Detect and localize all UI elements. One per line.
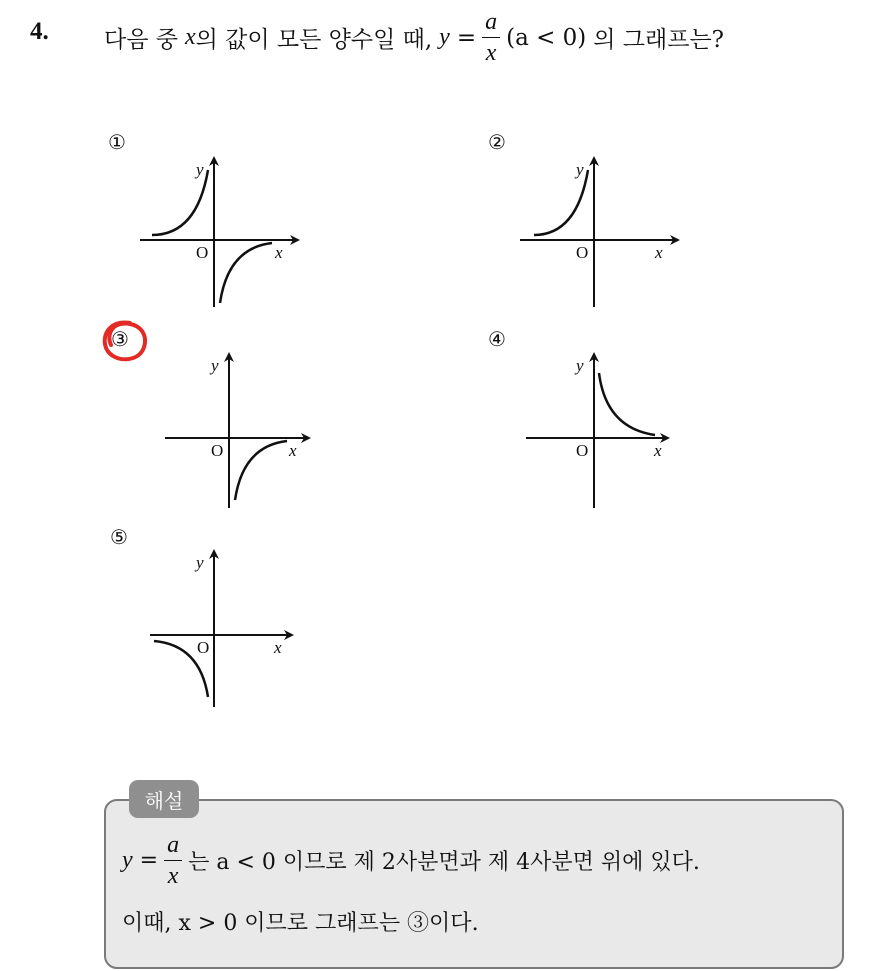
solution-equals: = bbox=[139, 848, 159, 873]
y-axis-label: y bbox=[576, 160, 584, 179]
curve-quadrant-4 bbox=[220, 243, 272, 303]
y-axis-label: y bbox=[211, 356, 219, 375]
equation-fraction bbox=[482, 10, 500, 65]
equation-y: y bbox=[439, 24, 450, 50]
x-axis-label: x bbox=[654, 441, 662, 460]
question-text-before: 다음 중 bbox=[104, 27, 178, 53]
origin-label: O bbox=[196, 243, 209, 262]
origin-label: O bbox=[211, 441, 224, 460]
y-axis-label: y bbox=[196, 160, 204, 179]
question-text-mid: 의 값이 모든 양수일 때, bbox=[195, 27, 433, 53]
solution-fraction bbox=[164, 833, 182, 888]
x-axis-label: x bbox=[274, 638, 282, 657]
graph-choice-4[interactable] bbox=[520, 348, 690, 513]
question-number: 4. bbox=[30, 18, 49, 45]
y-axis-label: y bbox=[196, 553, 204, 572]
solution-fraction-denominator: x bbox=[167, 863, 179, 889]
solution-line-1 bbox=[122, 833, 700, 888]
choice-1-marker[interactable]: ① bbox=[108, 130, 126, 154]
question-header bbox=[0, 0, 884, 80]
curve-quadrant-1 bbox=[599, 373, 655, 435]
origin-label: O bbox=[576, 243, 589, 262]
curve-quadrant-4 bbox=[235, 441, 287, 500]
answer-circle-mark bbox=[100, 318, 150, 364]
curve-quadrant-2 bbox=[152, 170, 208, 235]
solution-line-1-rest: 는 a < 0 이므로 제 2사분면과 제 4사분면 위에 있다. bbox=[188, 850, 700, 875]
x-axis-label: x bbox=[289, 441, 297, 460]
graph-choice-3[interactable] bbox=[155, 348, 325, 513]
choice-2-marker[interactable]: ② bbox=[488, 130, 506, 154]
solution-tag: 해설 bbox=[129, 780, 199, 818]
graph-choice-5[interactable] bbox=[140, 545, 310, 710]
solution-box bbox=[104, 799, 844, 969]
graph-choice-2[interactable] bbox=[520, 150, 690, 315]
curve-quadrant-2 bbox=[534, 170, 588, 235]
choice-3-marker[interactable]: ③ bbox=[111, 327, 129, 351]
x-axis-label: x bbox=[655, 243, 663, 262]
origin-label: O bbox=[576, 441, 589, 460]
origin-label: O bbox=[197, 638, 210, 657]
equation-equals: = bbox=[456, 24, 477, 51]
solution-fraction-numerator: a bbox=[164, 833, 182, 861]
solution-y: y bbox=[122, 847, 133, 873]
fraction-denominator: x bbox=[485, 40, 497, 66]
equation-condition: (a < 0) bbox=[506, 24, 587, 51]
solution-line-2: 이때, x > 0 이므로 그래프는 ③이다. bbox=[122, 911, 479, 936]
graph-choice-1[interactable] bbox=[140, 150, 310, 315]
question-var-x: x bbox=[184, 24, 196, 50]
choice-5-marker[interactable]: ⑤ bbox=[110, 525, 128, 549]
question-text bbox=[104, 10, 724, 65]
y-axis-label: y bbox=[576, 356, 584, 375]
choice-4-marker[interactable]: ④ bbox=[488, 327, 506, 351]
question-text-after: 의 그래프는? bbox=[593, 27, 725, 53]
fraction-numerator: a bbox=[482, 10, 500, 38]
x-axis-label: x bbox=[275, 243, 283, 262]
